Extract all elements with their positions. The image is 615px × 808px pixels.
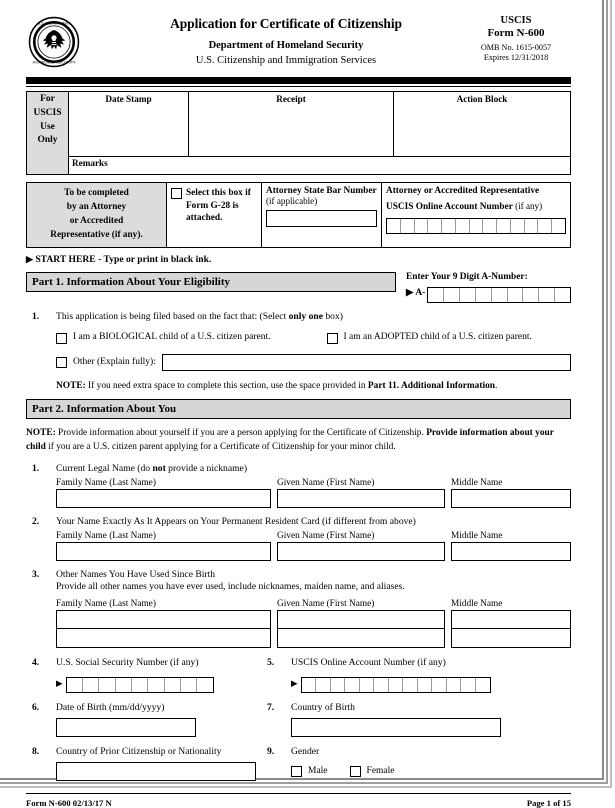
q3-given-input-row1[interactable]	[278, 611, 444, 629]
attorney-label-line-1: by an Attorney	[66, 201, 127, 212]
g28-checkbox-label	[186, 187, 251, 225]
q6-label: Date of Birth (mm/dd/yyyy)	[56, 702, 165, 714]
comb-cell[interactable]	[403, 678, 418, 692]
q1-given-label: Given Name (First Name)	[277, 477, 375, 488]
comb-cell[interactable]	[116, 678, 132, 692]
start-here-rest: - Type or print in black ink.	[95, 253, 212, 265]
attorney-account-input[interactable]	[386, 218, 566, 234]
use-only-label	[27, 92, 69, 175]
q2-family-input[interactable]	[56, 542, 271, 561]
comb-cell[interactable]	[302, 678, 317, 692]
comb-cell[interactable]	[492, 288, 508, 302]
attorney-label-line-3: Representative (if any).	[50, 229, 143, 240]
part1-header-row	[26, 272, 571, 303]
part2-q8-number: 8.	[32, 746, 40, 758]
comb-cell[interactable]	[538, 219, 552, 233]
comb-cell[interactable]	[389, 678, 404, 692]
part2-q1-text: Current Legal Name (do not provide a nickname)	[56, 462, 248, 474]
female-label: Female	[366, 766, 395, 777]
q1-middle-label: Middle Name	[451, 477, 503, 488]
q2-middle-label: Middle Name	[451, 530, 503, 541]
attorney-label-line-0: To be completed	[64, 188, 129, 198]
g28-checkbox-cell[interactable]	[167, 183, 262, 248]
comb-cell[interactable]	[428, 288, 444, 302]
bar-number-input[interactable]	[266, 210, 377, 227]
part2-question-6	[56, 702, 261, 737]
comb-cell[interactable]	[374, 678, 389, 692]
agency-name: Department of Homeland Security	[208, 40, 364, 51]
comb-cell[interactable]	[476, 678, 490, 692]
header-rule-thick	[26, 77, 571, 84]
part1-q1-number: 1.	[32, 310, 40, 322]
expiration-date: Expires 12/31/2018	[483, 53, 549, 63]
biological-checkbox[interactable]	[56, 333, 67, 344]
a-number-label: Enter Your 9 Digit A-Number:	[406, 271, 528, 282]
country-of-birth-input[interactable]	[291, 718, 501, 737]
comb-cell[interactable]	[99, 678, 115, 692]
q7-label: Country of Birth	[291, 702, 355, 714]
q1-family-input[interactable]	[56, 489, 271, 508]
comb-cell[interactable]	[497, 219, 511, 233]
q3-given-input-row2[interactable]	[278, 629, 444, 647]
part1-question-1	[26, 311, 571, 393]
a-number-prefix: ▶ A-	[406, 287, 426, 299]
a-number-input[interactable]	[427, 287, 571, 303]
start-here-arrow-icon: ▶	[26, 253, 33, 264]
part2-q2-name-row	[56, 531, 571, 561]
female-checkbox[interactable]	[350, 766, 361, 777]
q9-label: Gender	[291, 746, 320, 758]
comb-cell[interactable]	[476, 288, 492, 302]
part2-question-6-7-row	[26, 702, 571, 737]
other-checkbox[interactable]	[56, 357, 67, 368]
bar-number-label: Attorney State Bar Number	[266, 186, 377, 196]
comb-cell[interactable]	[418, 678, 433, 692]
start-here-bold: START HERE	[35, 253, 96, 265]
comb-cell[interactable]	[460, 288, 476, 302]
part2-q1-name-row	[56, 478, 571, 508]
part2-q3-name-row	[56, 599, 571, 648]
dhs-seal-icon	[28, 16, 80, 68]
remarks-cell: Remarks	[69, 157, 571, 175]
biological-label: I am a BIOLOGICAL child of a U.S. citizen parent.	[73, 331, 271, 342]
comb-cell[interactable]	[401, 219, 415, 233]
q3-family-label: Family Name (Last Name)	[56, 599, 156, 610]
part2-question-4-5-row	[26, 657, 571, 693]
page-title: Application for Certificate of Citizenship	[170, 16, 402, 31]
comb-cell[interactable]	[67, 678, 83, 692]
comb-cell[interactable]	[148, 678, 164, 692]
header-rule-thin	[26, 86, 571, 87]
part2-question-4	[56, 657, 261, 693]
part2-q3-number: 3.	[32, 568, 40, 580]
svg-text:U.S. DEPARTMENT: U.S. DEPARTMENT	[37, 21, 71, 26]
comb-cell[interactable]	[387, 219, 401, 233]
comb-cell[interactable]	[552, 219, 565, 233]
comb-cell[interactable]	[428, 219, 442, 233]
comb-cell[interactable]	[447, 678, 462, 692]
q3-middle-input-row1[interactable]	[452, 611, 570, 629]
part2-question-3	[26, 569, 571, 649]
part2-q2-text: Your Name Exactly As It Appears on Your Permanent Resident Card (if different from above)	[56, 515, 416, 527]
part2-question-8	[56, 746, 261, 781]
part2-question-5	[291, 657, 571, 693]
part2-header-row	[26, 399, 571, 419]
comb-cell[interactable]	[539, 288, 555, 302]
g28-label-line-0: Select this box if	[186, 188, 251, 198]
g28-checkbox[interactable]	[171, 188, 182, 199]
comb-cell[interactable]	[331, 678, 346, 692]
q3-middle-input-row2[interactable]	[452, 629, 570, 647]
gender-option-female[interactable]	[350, 765, 395, 777]
date-of-birth-input[interactable]	[56, 718, 196, 737]
form-number: Form N-600	[487, 27, 545, 40]
attorney-account-label-line2: USCIS Online Account Number (if any)	[386, 201, 543, 212]
part2-question-8-9-row	[26, 746, 571, 781]
q1-given-input[interactable]	[277, 489, 445, 508]
comb-cell[interactable]	[555, 288, 570, 302]
other-label: Other (Explain fully):	[73, 357, 156, 368]
page-footer	[26, 798, 571, 808]
receipt-cell: Receipt	[189, 92, 394, 157]
uscis-account-input[interactable]	[301, 677, 491, 693]
form-meta	[461, 14, 571, 63]
q3-middle-inputs[interactable]	[451, 610, 571, 648]
q1-middle-input[interactable]	[451, 489, 571, 508]
comb-cell[interactable]	[181, 678, 197, 692]
q8-label: Country of Prior Citizenship or Nationality	[56, 746, 222, 758]
a-number-block	[406, 272, 571, 303]
male-checkbox[interactable]	[291, 766, 302, 777]
comb-cell[interactable]	[132, 678, 148, 692]
bar-number-sublabel: (if applicable)	[266, 196, 318, 206]
footer-rule	[26, 793, 571, 794]
use-only-line-1: USCIS	[33, 107, 62, 118]
option-biological-child[interactable]	[56, 332, 271, 344]
q2-family-label: Family Name (Last Name)	[56, 530, 156, 541]
part2-note: NOTE: Provide information about yourself if you are a person applying for the Certificate of Citizenship. Provide information about your child if you are a U.S. citizen parent applying for a Certificate of Citizenship for your minor child.	[26, 428, 554, 452]
comb-cell[interactable]	[83, 678, 99, 692]
part2-q4-number: 4.	[32, 657, 40, 669]
q2-given-input[interactable]	[277, 542, 445, 561]
agency-subname: U.S. Citizenship and Immigration Services	[195, 55, 377, 66]
use-only-line-2: Use	[40, 121, 55, 132]
comb-cell[interactable]	[444, 288, 460, 302]
q3-given-inputs[interactable]	[277, 610, 445, 648]
part1-q1-other-row	[56, 354, 571, 371]
svg-text:HOMELAND SECURITY: HOMELAND SECURITY	[32, 59, 76, 65]
q3-middle-label: Middle Name	[451, 599, 503, 610]
q2-middle-input[interactable]	[451, 542, 571, 561]
comb-cell[interactable]	[360, 678, 375, 692]
part2-question-9	[291, 746, 571, 781]
adopted-label: I am an ADOPTED child of a U.S. citizen parent.	[343, 331, 532, 342]
comb-cell[interactable]	[432, 678, 447, 692]
gender-option-male[interactable]	[291, 765, 328, 777]
part2-q3-text-line1: Other Names You Have Used Since Birth	[56, 568, 216, 580]
comb-cell[interactable]	[456, 219, 470, 233]
q3-family-inputs[interactable]	[56, 610, 271, 648]
use-only-line-0: For	[40, 94, 55, 104]
attorney-bar-number-cell	[262, 183, 382, 248]
comb-cell[interactable]	[470, 219, 484, 233]
part2-question-2	[26, 516, 571, 561]
start-here-line	[26, 254, 571, 265]
footer-page-number: Page 1 of 15	[526, 798, 571, 808]
part2-question-1	[26, 463, 571, 508]
omb-number: OMB No. 1615-0057	[480, 42, 552, 52]
footer-form-id: Form N-600 02/13/17 N	[26, 798, 112, 808]
part2-question-7	[291, 702, 571, 737]
part2-q9-number: 9.	[267, 746, 275, 758]
date-stamp-cell: Date Stamp	[69, 92, 189, 157]
use-only-line-3: Only	[37, 135, 58, 146]
q5-label: USCIS Online Account Number (if any)	[291, 657, 446, 669]
comb-cell[interactable]	[345, 678, 360, 692]
q2-given-label: Given Name (First Name)	[277, 530, 375, 541]
comb-cell[interactable]	[316, 678, 331, 692]
part2-q1-number: 1.	[32, 462, 40, 474]
comb-cell[interactable]	[508, 288, 524, 302]
male-label: Male	[308, 766, 328, 777]
comb-cell[interactable]	[511, 219, 525, 233]
option-adopted-child[interactable]	[327, 332, 532, 344]
comb-cell[interactable]	[415, 219, 429, 233]
g28-label-line-2: attached.	[186, 213, 223, 224]
adopted-checkbox[interactable]	[327, 333, 338, 344]
part1-q1-options	[56, 332, 571, 344]
q3-family-input-row2[interactable]	[57, 629, 270, 647]
prior-citizenship-input[interactable]	[56, 762, 256, 781]
q5-arrow-icon: ▶	[291, 678, 298, 689]
part2-q7-number: 7.	[267, 702, 275, 714]
comb-cell[interactable]	[165, 678, 181, 692]
comb-cell[interactable]	[523, 288, 539, 302]
attorney-left-label	[27, 183, 167, 248]
action-block-cell: Action Block	[394, 92, 571, 157]
part2-q3-text-line2: Provide all other names you have ever used, include nicknames, maiden name, and aliases.	[56, 581, 405, 593]
attorney-block	[26, 182, 571, 248]
part1-heading: Part 1. Information About Your Eligibility	[26, 272, 396, 292]
part2-q2-number: 2.	[32, 515, 40, 527]
g28-label-line-1: Form G-28 is	[186, 200, 239, 211]
part2-q5-number: 5.	[267, 657, 275, 669]
org-label: USCIS	[500, 15, 532, 26]
q3-given-label: Given Name (First Name)	[277, 599, 375, 610]
part1-note: NOTE: If you need extra space to complete this section, use the space provided in Part 11. Additional Information.	[56, 380, 498, 391]
q4-arrow-icon: ▶	[56, 678, 63, 689]
uscis-use-only-block	[26, 91, 571, 175]
attorney-label-line-2: or Accredited	[69, 215, 124, 226]
attorney-account-cell	[382, 183, 571, 248]
q4-label: U.S. Social Security Number (if any)	[56, 657, 199, 669]
q1-family-label: Family Name (Last Name)	[56, 477, 156, 488]
part1-q1-text: This application is being filed based on the fact that: (Select only one box)	[56, 310, 343, 322]
comb-cell[interactable]	[461, 678, 476, 692]
attorney-account-label-line1: Attorney or Accredited Representative	[386, 186, 540, 196]
comb-cell[interactable]	[525, 219, 539, 233]
other-explain-input[interactable]	[162, 354, 571, 371]
form-header	[26, 12, 571, 74]
comb-cell[interactable]	[442, 219, 456, 233]
part2-heading: Part 2. Information About You	[26, 399, 571, 419]
q3-family-input-row1[interactable]	[57, 611, 270, 629]
part2-q6-number: 6.	[32, 702, 40, 714]
comb-cell[interactable]	[483, 219, 497, 233]
ssn-input[interactable]	[66, 677, 214, 693]
comb-cell[interactable]	[197, 678, 212, 692]
